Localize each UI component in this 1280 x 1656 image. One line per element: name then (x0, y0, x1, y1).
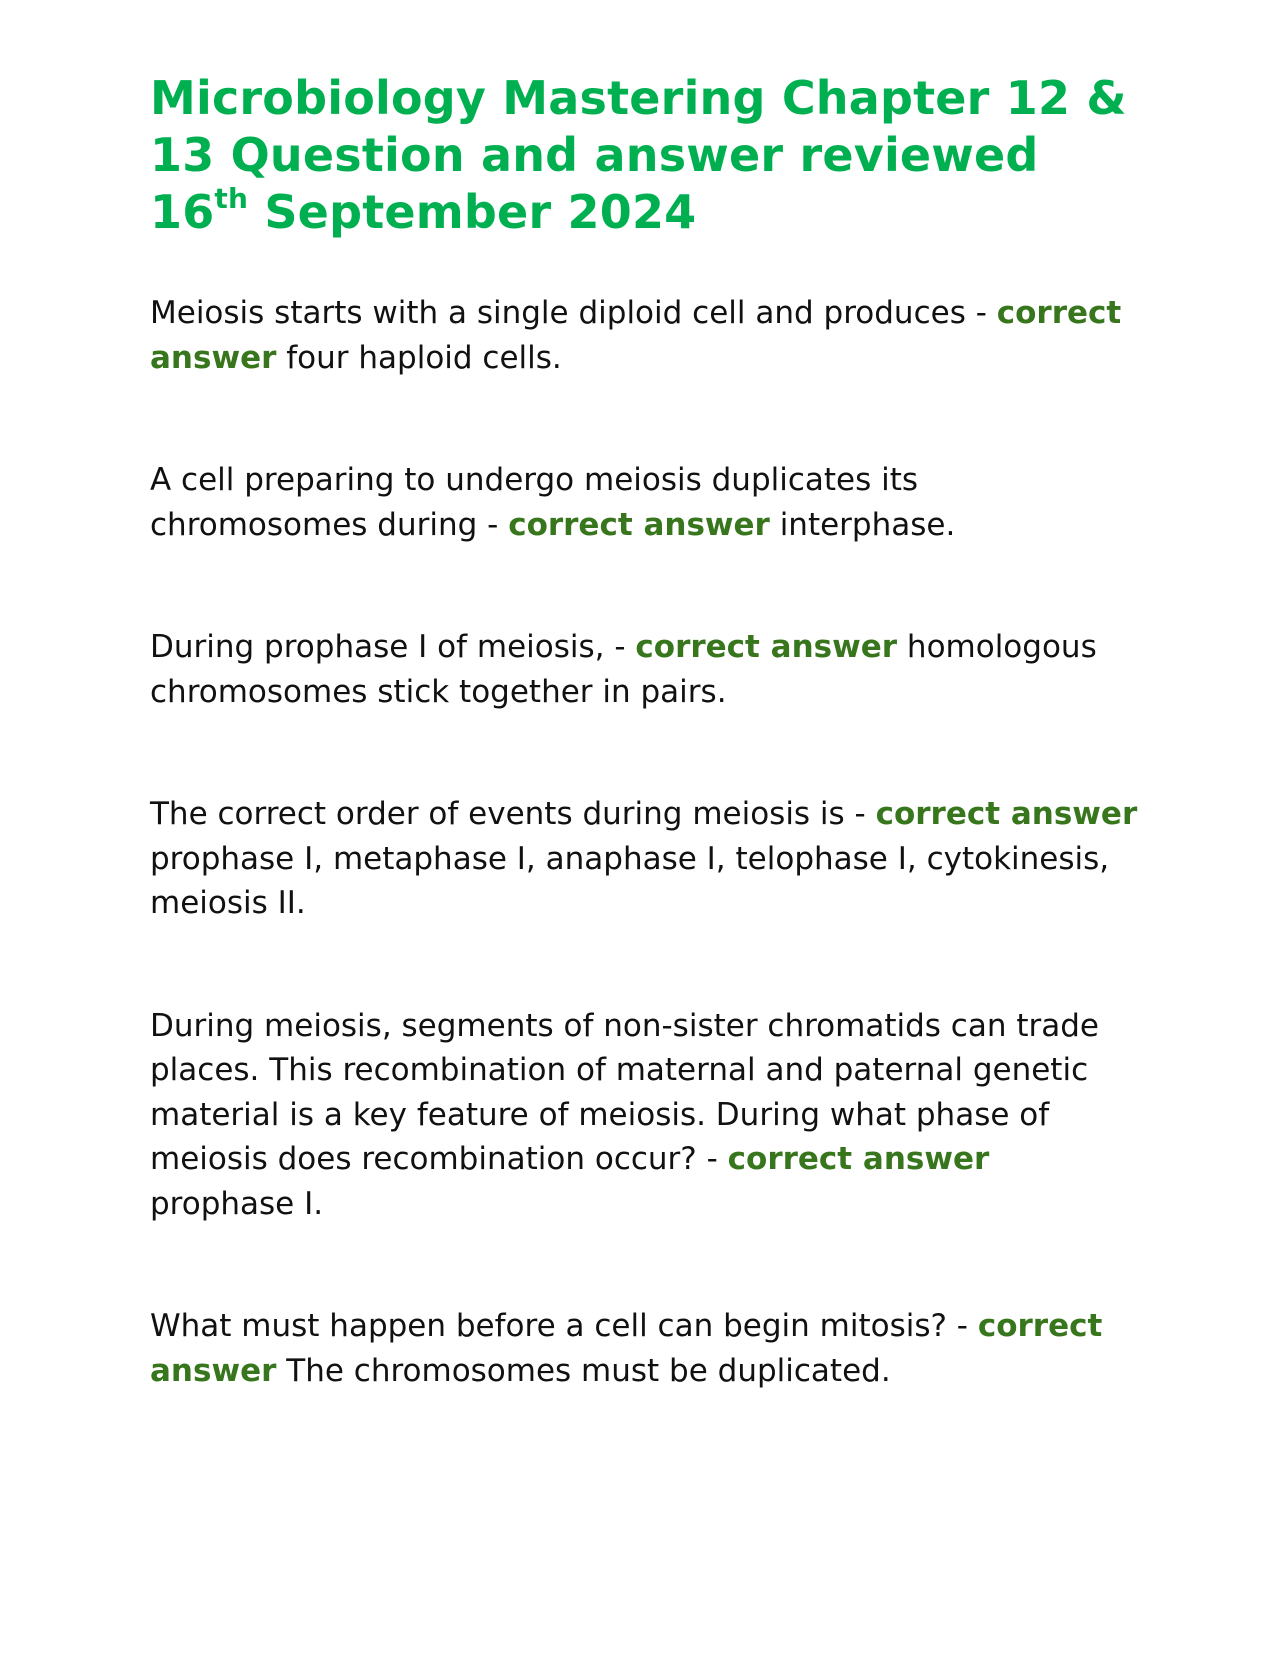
correct-answer-marker: correct answer (875, 796, 1138, 832)
qa-item (150, 792, 1140, 926)
qa-list (150, 291, 1140, 1393)
correct-answer-marker: correct answer (150, 295, 1122, 376)
correct-answer-marker: correct answer (508, 506, 770, 543)
title-main-text: Microbiology Mastering Chapter 12 & 13 Question and answer reviewed 16 (150, 71, 1127, 239)
question-text: The correct order of events during meiosis is - (150, 796, 876, 832)
answer-text: four haploid cells. (276, 339, 562, 376)
answer-text: homologous chromosomes stick together in pairs. (150, 629, 1097, 710)
correct-answer-marker: correct answer (727, 1141, 990, 1177)
question-text: A cell preparing to undergo meiosis duplicates its chromosomes during - (150, 462, 919, 543)
document-page (150, 70, 1140, 1471)
title-superscript: th (214, 182, 249, 215)
qa-item (150, 1304, 1140, 1393)
correct-answer-marker: correct answer (150, 1308, 1103, 1389)
answer-text: The chromosomes must be duplicated. (276, 1352, 891, 1389)
question-text: What must happen before a cell can begin mitosis? - (150, 1308, 978, 1344)
question-text: During prophase I of meiosis, - (150, 629, 636, 665)
title-date-text: September 2024 (248, 185, 697, 239)
qa-item (150, 1004, 1140, 1227)
question-text: Meiosis starts with a single diploid cell and produces - (150, 295, 997, 331)
qa-item (150, 625, 1140, 714)
qa-item (150, 291, 1140, 380)
correct-answer-marker: correct answer (635, 629, 898, 665)
answer-text: interphase. (769, 506, 956, 543)
document-title (150, 70, 1140, 241)
question-text: During meiosis, segments of non-sister chromatids can trade places. This recombination of maternal and paternal genetic material is a key feature of meiosis. During what phase of meiosis does recombination occur? - (150, 1007, 1099, 1177)
answer-text: prophase I. (150, 1185, 324, 1222)
qa-item (150, 458, 1140, 547)
answer-text: prophase I, metaphase I, anaphase I, telophase I, cytokinesis, meiosis II. (150, 840, 1110, 921)
